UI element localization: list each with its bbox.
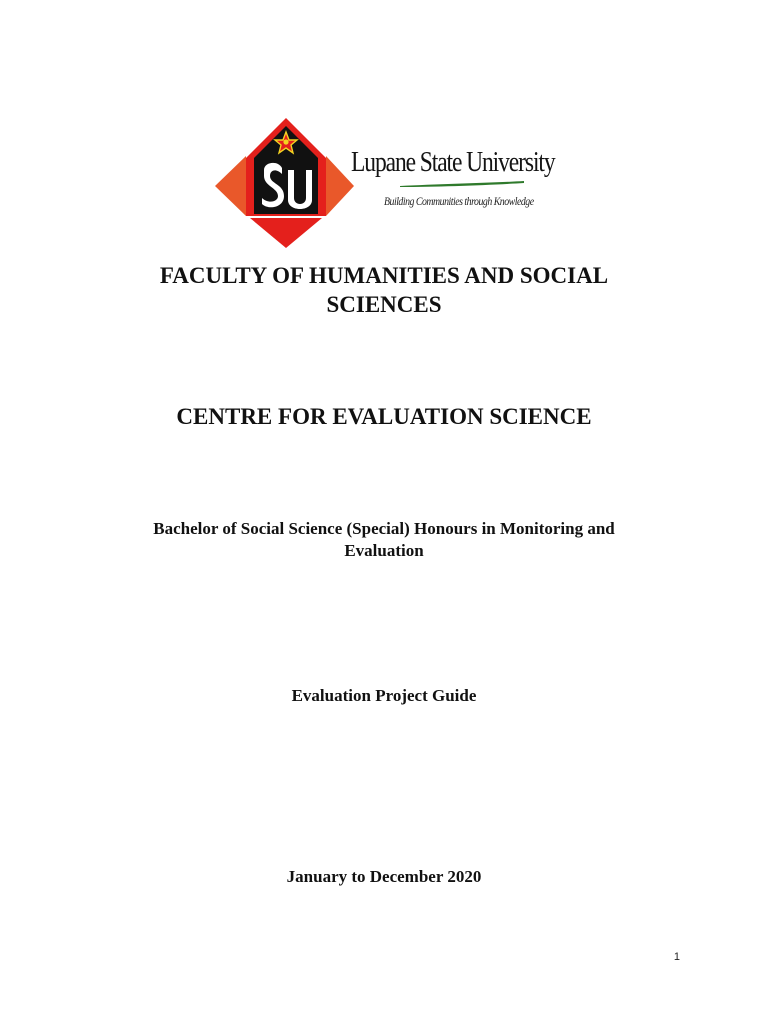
programme-title-line2: Evaluation xyxy=(344,541,424,560)
faculty-heading-line1: FACULTY OF HUMANITIES AND SOCIAL xyxy=(159,263,609,288)
page-number: 1 xyxy=(673,951,680,963)
programme-title-line1: Bachelor of Social Science (Special) Honours in Monitoring and xyxy=(153,519,615,538)
logo-green-swoosh xyxy=(400,181,524,187)
faculty-heading-line2: SCIENCES xyxy=(326,292,442,317)
programme-title xyxy=(0,518,768,562)
centre-heading: CENTRE FOR EVALUATION SCIENCE xyxy=(176,404,592,429)
emblem-right-diamond xyxy=(326,156,354,216)
faculty-heading xyxy=(0,261,768,319)
university-name: Lupane State University xyxy=(351,147,555,178)
emblem-bottom-diamond xyxy=(250,218,322,248)
emblem-left-diamond xyxy=(215,156,246,216)
emblem-bird xyxy=(283,139,288,144)
university-logo xyxy=(212,114,562,252)
document-title: Evaluation Project Guide xyxy=(291,686,477,705)
university-emblem-icon xyxy=(212,114,360,252)
university-tagline: Building Communities through Knowledge xyxy=(384,194,534,208)
document-period: January to December 2020 xyxy=(286,867,482,886)
